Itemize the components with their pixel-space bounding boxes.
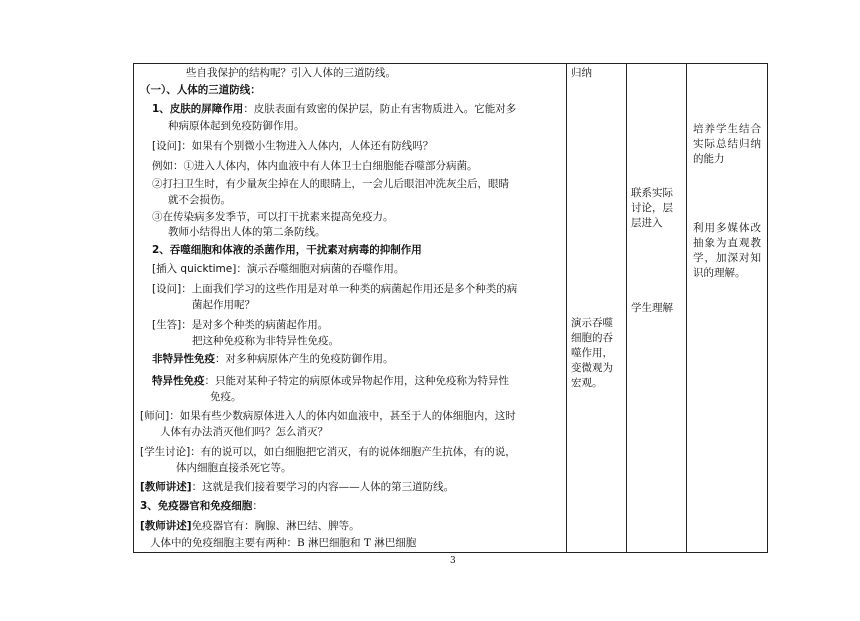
- term-text: ：对多种病原体产生的免疫防御作用。: [215, 353, 394, 365]
- text-line: [152, 139, 433, 154]
- discussion-label: [学生讨论]: [140, 446, 191, 458]
- question-label: [设问]: [152, 140, 182, 152]
- text-line: ③在传染病多发季节，可以打干扰素来提高免疫力。: [152, 211, 394, 223]
- question-label: [设问]: [152, 283, 182, 295]
- text-line: [152, 374, 509, 389]
- item-colon: ：: [252, 500, 263, 512]
- teacher-question-label: [师问]: [140, 410, 170, 422]
- teacher-question-text: ：如果有些少数病原体进入人的体内如血液中，甚至于人的体细胞内，这时: [169, 410, 516, 422]
- question-text: ：上面我们学习的这些作用是对单一种类的病菌起作用还是多个种类的病: [181, 283, 518, 295]
- text-line: [140, 409, 516, 424]
- term-label: 特异性免疫: [152, 375, 205, 387]
- item-heading: 1、皮肤的屏障作用: [152, 103, 244, 115]
- answer-text: ：是对多个种类的病菌起作用。: [181, 319, 329, 331]
- cell-text: 联系实际讨论，层层进入: [631, 187, 673, 229]
- lecture-text: 免疫器官有：胸腺、淋巴结、脾等。: [191, 520, 360, 532]
- table-row: [134, 64, 768, 553]
- lecture-label: [教师讲述]: [140, 481, 192, 493]
- text-line: [152, 282, 517, 297]
- content-area: [134, 64, 566, 552]
- text-line: [140, 445, 516, 460]
- text-line: 些自我保护的结构呢？引入人体的三道防线。: [186, 67, 396, 79]
- text-line: [140, 519, 360, 534]
- student-activity-cell: [627, 64, 687, 553]
- cell-text: 归纳: [571, 67, 592, 79]
- item-text: ：皮肤表面有致密的保护层，防止有害物质进入。它能对多: [243, 103, 517, 115]
- content-cell: [134, 64, 567, 553]
- activity-cell: [567, 64, 627, 553]
- activity-column: [567, 64, 626, 552]
- text-line: 就不会损伤。: [168, 194, 231, 206]
- purpose-column: [687, 64, 767, 552]
- text-line: [152, 102, 516, 117]
- example-label: 例如：: [152, 160, 184, 172]
- cell-text: 演示吞噬细胞的吞噬作用，变微观为宏观。: [571, 317, 613, 389]
- answer-label: [生答]: [152, 319, 182, 331]
- text-line: 种病原体起到免疫防御作用。: [168, 120, 305, 132]
- text-line: [152, 159, 478, 174]
- text-line: 人体有办法消灭他们吗？怎么消灭？: [160, 426, 328, 438]
- text-line: 体内细胞直接杀死它等。: [176, 462, 292, 474]
- item-heading: 2、吞噬细胞和体液的杀菌作用，干扰素对病毒的抑制作用: [152, 244, 422, 256]
- student-activity-column: [627, 64, 686, 552]
- text-line: 免疫。: [210, 391, 242, 403]
- question-text: ：如果有个别微小生物进入人体内，人体还有防线吗？: [181, 140, 434, 152]
- text-line: ②打扫卫生时，有少量灰尘掉在人的眼睛上，一会儿后眼泪冲洗灰尘后，眼睛: [152, 178, 509, 190]
- text-line: [140, 480, 454, 495]
- item-heading: 3、免疫器官和免疫细胞: [140, 500, 253, 512]
- text-line: 教师小结得出人体的第二条防线。: [168, 226, 326, 238]
- insert-label: [插入 quicktime: [152, 263, 233, 275]
- text-line: 菌起作用呢？: [192, 299, 255, 311]
- lecture-label: [教师讲述]: [140, 520, 192, 532]
- term-text: ：只能对某种子特定的病原体或异物起作用，这种免疫称为特异性: [204, 375, 509, 387]
- cell-text: 利用多媒体改抽象为直观教学，加深对知识的理解。: [693, 222, 761, 279]
- term-label: 非特异性免疫: [152, 353, 215, 365]
- cell-text: 学生理解: [631, 302, 673, 314]
- lesson-plan-table: [133, 63, 768, 553]
- text-line: [152, 262, 404, 277]
- discussion-text: ：有的说可以，如白细胞把它消灭，有的说体细胞产生抗体，有的说，: [190, 446, 516, 458]
- text-line: 人体中的免疫细胞主要有两种：B 淋巴细胞和 T 淋巴细胞: [150, 537, 417, 549]
- insert-text: ]：演示吞噬细胞对病菌的吞噬作用。: [232, 263, 405, 275]
- page-number: 3: [450, 556, 456, 566]
- text-line: [140, 499, 263, 514]
- lecture-text: ：这就是我们接着要学习的内容——人体的第三道防线。: [191, 481, 455, 493]
- text-line: 把这种免疫称为非特异性免疫。: [192, 335, 339, 347]
- cell-text: 培养学生结合实际总结归纳的能力: [693, 123, 761, 165]
- example-text: ①进入人体内，体内血液中有人体卫士白细胞能吞噬部分病菌。: [183, 160, 478, 172]
- purpose-cell: [687, 64, 768, 553]
- section-heading: （一）、人体的三道防线：: [140, 84, 261, 96]
- text-line: [152, 352, 394, 367]
- text-line: [152, 318, 328, 333]
